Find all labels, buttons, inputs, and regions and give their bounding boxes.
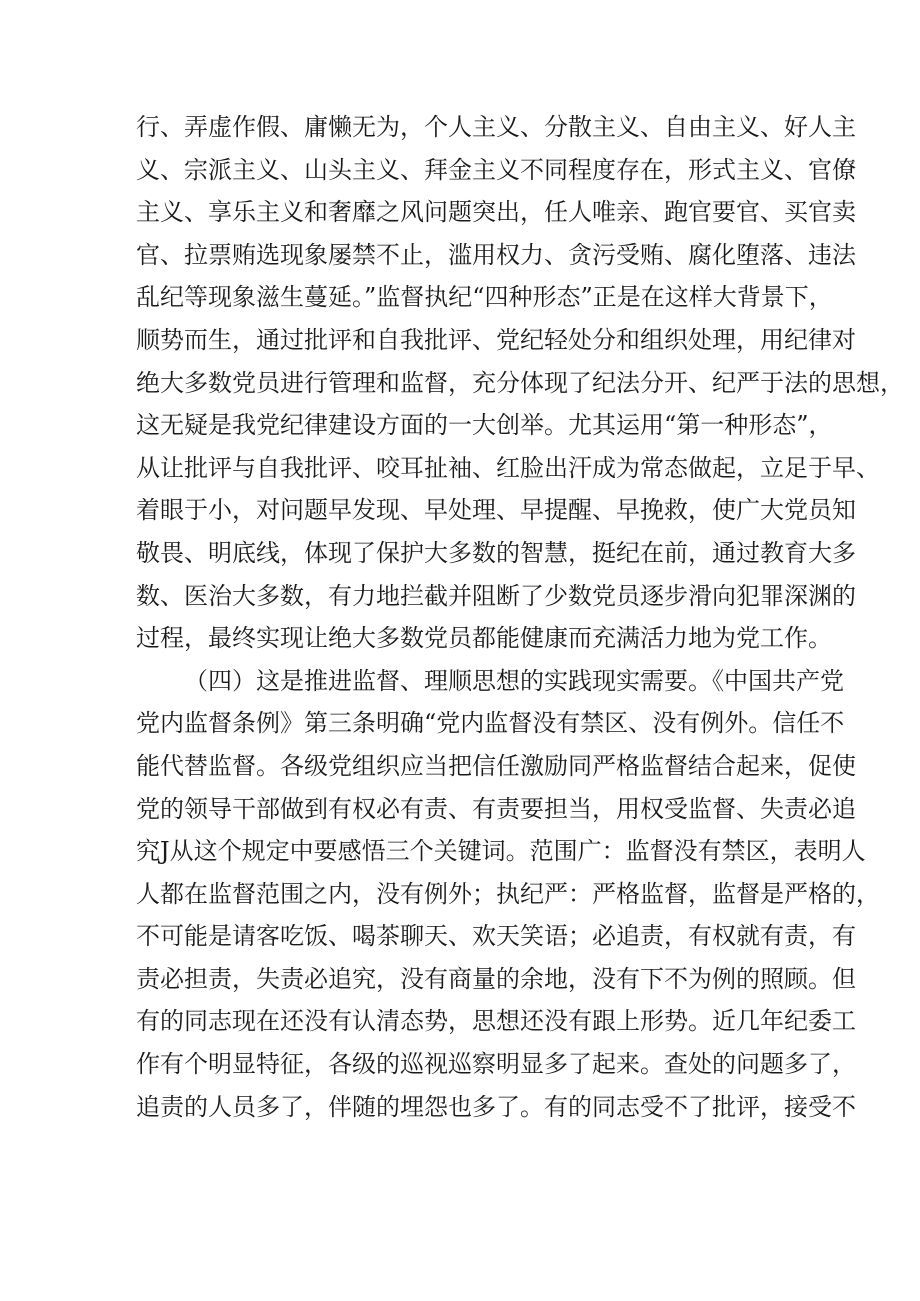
text-line: 有的同志现在还没有认清态势，思想还没有跟上形势。近几年纪委工 [136,1007,856,1036]
text-line: 不可能是请客吃饭、喝茶聊天、欢天笑语；必追责，有权就有责，有 [136,922,856,951]
text-line: （四）这是推进监督、理顺思想的实践现实需要。《中国共产党 [184,666,844,695]
text-line: 人都在监督范围之内，没有例外；执纪严：严格监督，监督是严格的， [136,879,880,908]
text-line: 能代替监督。各级党组织应当把信任激励同严格监督结合起来，促使 [136,751,856,780]
text-line: 着眼于小，对问题早发现、早处理、早提醒、早挽救，使广大党员知 [136,496,856,525]
text-line: 行、弄虚作假、庸懒无为，个人主义、分散主义、自由主义、好人主 [136,113,856,141]
text-line: 官、拉票贿选现象屡禁不止，滥用权力、贪污受贿、腐化堕落、违法 [136,240,856,269]
text-line: 数、医治大多数，有力地拦截并阻断了少数党员逐步滑向犯罪深渊的 [136,581,856,610]
paragraph-1 [136,106,904,660]
text-line: 这无疑是我党纪律建设方面的一大创举。尤其运用“第一种形态”， [136,411,833,440]
text-line: 敬畏、明底线，体现了保护大多数的智慧，挺纪在前，通过教育大多 [136,538,856,567]
text-line: 绝大多数党员进行管理和监督，充分体现了纪法分开、纪严于法的思想， [136,368,904,397]
text-line: 追责的人员多了，伴随的埋怨也多了。有的同志受不了批评，接受不 [136,1092,856,1121]
text-line: 党的领导干部做到有权必有责、有责要担当，用权受监督、失责必追 [136,794,856,823]
text-line: 义、宗派主义、山头主义、拜金主义不同程度存在，形式主义、官僚 [136,155,856,184]
text-line: 乱纪等现象滋生蔓延。”监督执纪“四种形态”正是在这样大背景下， [136,283,833,312]
text-line: 责必担责，失责必追究，没有商量的余地，没有下不为例的照顾。但 [136,964,856,993]
text-line: 究J从这个规定中要感悟三个关键词。范围广：监督没有禁区，表明人 [136,837,866,866]
text-line: 主义、享乐主义和奢靡之风问题突出，任人唯亲、跑官要官、买官卖 [136,198,856,227]
text-line: 过程，最终实现让绝大多数党员都能健康而充满活力地为党工作。 [136,624,832,653]
text-line: 作有个明显特征，各级的巡视巡察明显多了起来。查处的问题多了， [136,1050,856,1079]
text-line: 党内监督条例》第三条明确“党内监督没有禁区、没有例外。信任不 [136,709,845,738]
text-line: 顺势而生，通过批评和自我批评、党纪轻处分和组织处理，用纪律对 [136,325,856,354]
paragraph-2 [136,660,880,1129]
text-line: 从让批评与自我批评、咬耳扯袖、红脸出汗成为常态做起，立足于早、 [136,453,880,482]
body-text [136,106,904,1128]
